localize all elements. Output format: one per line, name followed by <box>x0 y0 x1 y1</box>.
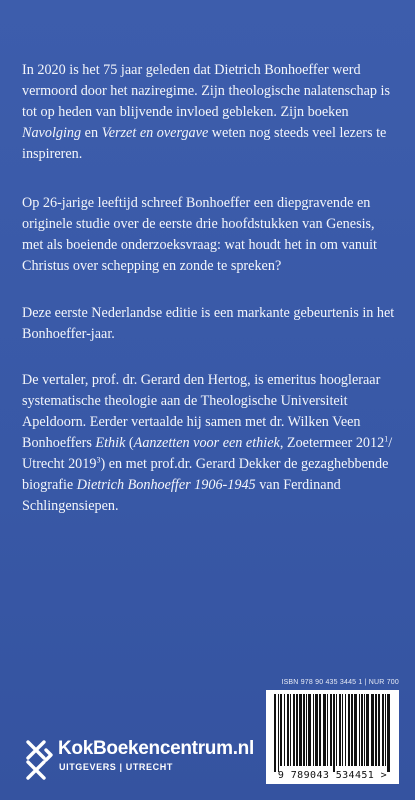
blurb-text: , Zoetermeer 2012 <box>279 435 385 451</box>
barcode-bar <box>306 694 307 766</box>
kok-logo-icon <box>24 736 54 782</box>
barcode-bar <box>336 694 337 766</box>
publisher-logo <box>24 734 254 784</box>
barcode-bar <box>371 694 374 766</box>
edition-superscript: 3 <box>96 455 101 465</box>
book-title-ethik: Ethik <box>95 435 126 451</box>
barcode-digits: 9 789043 534451 > <box>277 770 388 781</box>
blurb-text: van Ferdinand Schlingensiepen. <box>22 477 341 514</box>
barcode-bar <box>299 694 302 766</box>
barcode-bar <box>293 694 295 766</box>
blurb-text: ( <box>125 435 134 451</box>
blurb-paragraph-1 <box>22 60 398 165</box>
barcode-bar <box>284 694 285 766</box>
blurb-text: Deze eerste Nederlandse editie is een markante gebeurtenis in het Bonhoeffer-jaar. <box>22 305 395 342</box>
publisher-name: KokBoekencentrum.nl <box>58 738 254 759</box>
blurb-text: In 2020 is het 75 jaar geleden dat Dietrich Bonhoeffer werd vermoord door het naziregime. Zijn theologische nalatenschap is tot op heden van blijvende invloed gebleken. Zijn boeken <box>22 62 390 120</box>
book-title-aanzetten: Aanzetten voor een ethiek <box>133 435 280 451</box>
barcode-bar <box>378 694 380 766</box>
book-title-verzet: Verzet en overgave <box>101 125 209 141</box>
barcode-bar <box>280 694 282 766</box>
translator-bio <box>22 370 398 517</box>
blurb-text: / Utrecht 2019 <box>22 435 393 472</box>
blurb-paragraph-3 <box>22 303 398 345</box>
barcode-bar <box>327 694 328 766</box>
barcode-bar <box>290 694 291 766</box>
barcode-bar <box>382 694 384 766</box>
barcode-bar <box>351 694 353 766</box>
barcode-bar <box>330 694 332 766</box>
barcode-bar <box>319 694 321 766</box>
barcode-bar <box>278 694 279 772</box>
isbn-label: ISBN 978 90 435 3445 1 | NUR 700 <box>281 679 399 686</box>
barcode-bar <box>313 694 314 766</box>
barcode-bar <box>333 694 335 772</box>
blurb-text: en <box>81 125 102 141</box>
blurb-text: De vertaler, prof. dr. Gerard den Hertog, is emeritus hoogleraar systematische theologie aan de Theologische Universiteit Apeldoorn. Eerder vertaalde hij samen met dr. Wilken Veen Bonhoeffers <box>22 372 381 451</box>
barcode-bar <box>361 694 363 766</box>
barcode-bar <box>296 694 298 766</box>
barcode-bar <box>348 694 350 766</box>
barcode-bar <box>323 694 326 766</box>
barcode-bar <box>342 694 343 766</box>
barcode-bar <box>385 694 386 766</box>
barcode-bar <box>315 694 318 766</box>
barcode-bar <box>359 694 360 766</box>
blurb-text: ) en met prof.dr. Gerard Dekker de gezaghebbende biografie <box>22 456 389 493</box>
barcode <box>266 690 399 784</box>
publisher-location: UITGEVERS | UTRECHT <box>59 762 173 772</box>
barcode-bar <box>308 694 311 766</box>
blurb-text: Op 26-jarige leeftijd schreef Bonhoeffer een diepgravende en originele studie over de eerste drie hoofdstukken van Genesis, met als boeiende onderzoeksvraag: wat houdt het in om vanuit Christus over schepping en zonde te spreken? <box>22 195 377 274</box>
barcode-bar <box>339 694 341 766</box>
book-title-biografie: Dietrich Bonhoeffer 1906-1945 <box>76 477 256 493</box>
barcode-bar <box>287 694 289 766</box>
book-title-navolging: Navolging <box>22 125 82 141</box>
barcode-bar <box>364 694 365 766</box>
edition-superscript: 1 <box>384 434 389 444</box>
blurb-paragraph-2 <box>22 193 398 277</box>
blurb-text: weten nog steeds veel lezers te inspireren. <box>22 125 387 162</box>
barcode-bar <box>375 694 377 766</box>
barcode-bar <box>303 694 305 766</box>
barcode-bar <box>354 694 357 766</box>
barcode-bar <box>274 694 276 772</box>
barcode-bar <box>387 694 390 772</box>
barcode-bar <box>345 694 346 766</box>
barcode-bar <box>366 694 369 766</box>
